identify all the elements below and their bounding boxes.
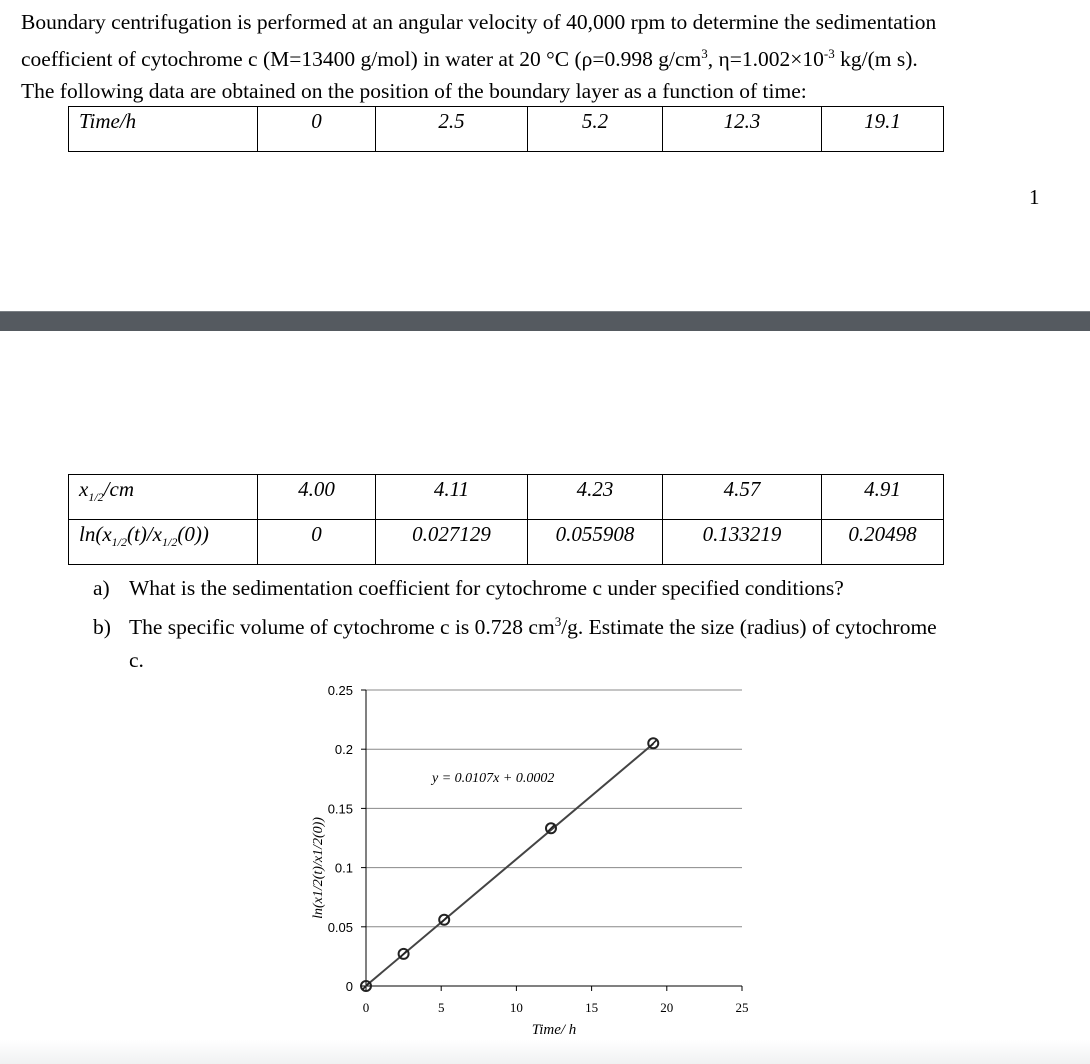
y-tick-label: 0 [345, 979, 353, 994]
table-row [69, 475, 944, 520]
position-value: 4.23 [576, 477, 614, 501]
label-part: (0)) [177, 522, 209, 546]
ln-value: 0.133219 [702, 522, 782, 546]
label-part: /cm [103, 477, 134, 501]
position-label [69, 475, 257, 505]
time-header: Time/h [79, 109, 137, 133]
time-value: 12.3 [723, 109, 761, 133]
time-cell [663, 107, 822, 152]
question-b-sup: 3 [554, 614, 562, 629]
question-b-label: b) [93, 615, 111, 640]
data-point [439, 915, 449, 925]
trendline-equation: y = 0.0107x + 0.0002 [432, 771, 555, 786]
position-label-cell [69, 475, 258, 520]
time-header-cell [69, 107, 258, 152]
position-value: 4.57 [723, 477, 761, 501]
y-axis-label: ln(x1/2(t)/x1/2(0)) [311, 817, 326, 919]
time-value: 0 [311, 109, 322, 133]
x-tick-label: 0 [362, 1000, 370, 1015]
bottom-fade [0, 1040, 1090, 1064]
question-b [93, 605, 937, 644]
chart-gridlines [366, 690, 742, 927]
y-tick-label: 0.05 [327, 919, 353, 935]
question-b-text-b: /g. Estimate the size (radius) of cytochrome [561, 615, 937, 640]
questions [93, 572, 937, 677]
time-value: 5.2 [581, 109, 609, 133]
time-cell [376, 107, 528, 152]
label-part: ln(x [79, 522, 112, 546]
y-tick-label: 0.25 [327, 683, 353, 698]
ln-cell [258, 520, 376, 565]
ln-label [69, 520, 257, 550]
position-value: 4.91 [864, 477, 901, 501]
intro-sup-exp: -3 [823, 46, 835, 61]
data-point [648, 738, 658, 748]
time-value: 19.1 [864, 109, 901, 133]
x-tick-label: 5 [437, 1000, 445, 1015]
page-divider [0, 311, 1090, 331]
ln-value: 0.027129 [412, 522, 491, 546]
intro-sup-cm3: 3 [701, 46, 708, 61]
time-cell [528, 107, 663, 152]
question-b-continuation: c. [129, 648, 144, 673]
x-tick-label: 10 [509, 1000, 523, 1015]
position-cell [822, 475, 944, 520]
ln-cell [376, 520, 528, 565]
problem-intro [21, 6, 1083, 107]
position-cell [258, 475, 376, 520]
position-cell [528, 475, 663, 520]
sedimentation-chart [290, 670, 770, 1042]
ln-value: 0.20498 [848, 522, 917, 546]
label-sub: 1/2 [111, 535, 127, 550]
ln-cell [663, 520, 822, 565]
question-a-label: a) [93, 576, 110, 600]
y-tick-group [328, 683, 366, 994]
intro-line-2-part-a: coefficient of cytochrome c (M=13400 g/mol) in water at 20 °C (ρ=0.998 g/cm [21, 47, 702, 72]
question-a-text: What is the sedimentation coefficient for cytochrome c under specified conditions? [129, 576, 844, 600]
table-row [69, 107, 944, 152]
time-cell [258, 107, 376, 152]
question-b-text-a: The specific volume of cytochrome c is 0.728 cm [129, 615, 555, 640]
x-tick-label: 15 [585, 1000, 599, 1015]
ln-cell [528, 520, 663, 565]
y-tick-label: 0.1 [334, 860, 353, 876]
ln-value: 0 [311, 522, 322, 546]
ln-value: 0.055908 [555, 522, 635, 546]
y-tick-label: 0.15 [327, 801, 353, 817]
time-cell [822, 107, 944, 152]
page-number: 1 [1029, 185, 1040, 209]
x-tick-group [363, 986, 749, 1015]
ln-cell [822, 520, 944, 565]
position-table [68, 474, 944, 565]
intro-line-2-part-c: kg/(m s). [834, 47, 918, 72]
intro-line-2-part-b: , η=1.002×10 [707, 47, 824, 72]
time-value: 2.5 [438, 109, 465, 133]
intro-line-3: The following data are obtained on the position of the boundary layer as a function of time: [21, 79, 807, 104]
data-point [399, 949, 409, 959]
position-value: 4.00 [298, 477, 335, 501]
ln-label-cell [69, 520, 258, 565]
intro-line-1: Boundary centrifugation is performed at an angular velocity of 40,000 rpm to determine the sedimentation [21, 10, 937, 34]
y-tick-label: 0.2 [334, 742, 353, 758]
x-tick-label: 20 [660, 1000, 674, 1015]
label-sub: 1/2 [161, 535, 178, 550]
intro-line-2 [21, 38, 1083, 75]
position-cell [663, 475, 822, 520]
question-a [93, 572, 937, 605]
table-row [69, 520, 944, 565]
position-value: 4.11 [433, 477, 470, 501]
x-axis-label: Time/ h [531, 1022, 577, 1038]
position-cell [376, 475, 528, 520]
label-sub: 1/2 [88, 490, 104, 505]
label-part: x [79, 477, 89, 501]
label-part: (t)/x [127, 522, 162, 546]
time-table [68, 106, 944, 152]
x-tick-label: 25 [735, 1000, 749, 1015]
